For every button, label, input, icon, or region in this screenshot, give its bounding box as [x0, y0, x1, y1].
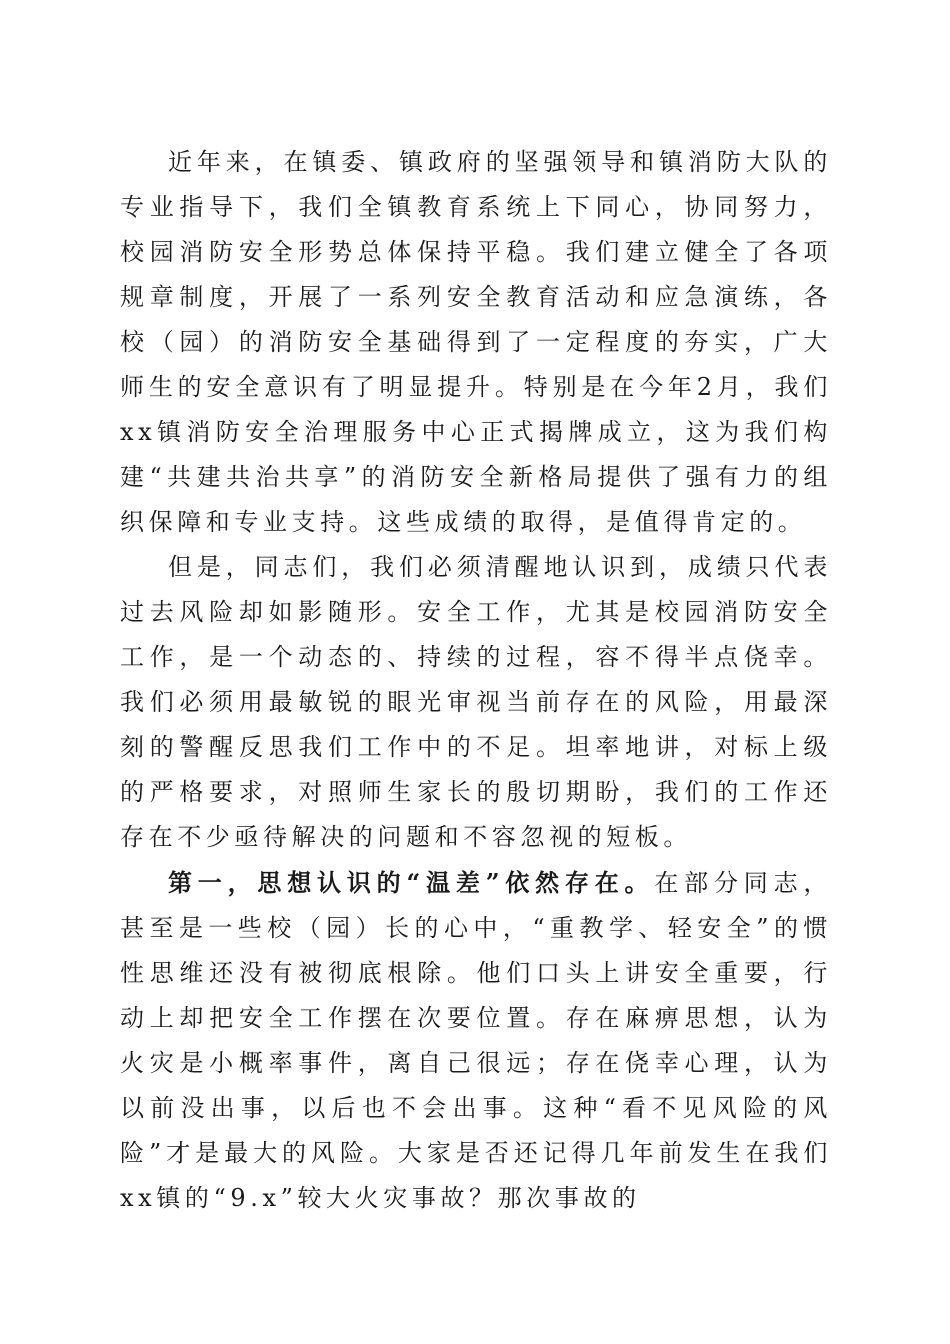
paragraph-lead-heading: 第一，思想认识的“温差”依然存在。: [168, 868, 655, 897]
paragraph-text: 但是，同志们，我们必须清醒地认识到，成绩只代表过去风险却如影随形。安全工作，尤其是校园消防安全工作，是一个动态的、持续的过程，容不得半点侥幸。我们必须用最敏锐的眼光审视当前存在的风险，用最深刻的警醒反思我们工作中的不足。坦率地讲，对标上级的严格要求，对照师生家长的殷切期盼，我们的工作还存在不少亟待解决的问题和不容忽视的短板。: [120, 553, 832, 851]
paragraph-first-point: [120, 860, 832, 1221]
paragraph-text: 在部分同志，甚至是一些校（园）长的心中，“重教学、轻安全”的惯性思维还没有被彻底根除。他们口头上讲安全重要，行动上却把安全工作摆在次要位置。存在麻痹思想，认为火灾是小概率事件，离自己很远；存在侥幸心理，认为以前没出事，以后也不会出事。这种“看不见风险的风险”才是最大的风险。大家是否还记得几年前发生在我们xx镇的“9.x”较大火灾事故？那次事故的: [120, 869, 832, 1212]
paragraph-text: 近年来，在镇委、镇政府的坚强领导和镇消防大队的专业指导下，我们全镇教育系统上下同心，协同努力，校园消防安全形势总体保持平稳。我们建立健全了各项规章制度，开展了一系列安全教育活动和应急演练，各校（园）的消防安全基础得到了一定程度的夯实，广大师生的安全意识有了明显提升。特别是在今年2月，我们xx镇消防安全治理服务中心正式揭牌成立，这为我们构建“共建共治共享”的消防安全新格局提供了强有力的组织保障和专业支持。这些成绩的取得，是值得肯定的。: [120, 148, 832, 536]
document-body: [120, 140, 832, 1221]
paragraph-risks: [120, 545, 832, 860]
paragraph-achievements: [120, 140, 832, 545]
